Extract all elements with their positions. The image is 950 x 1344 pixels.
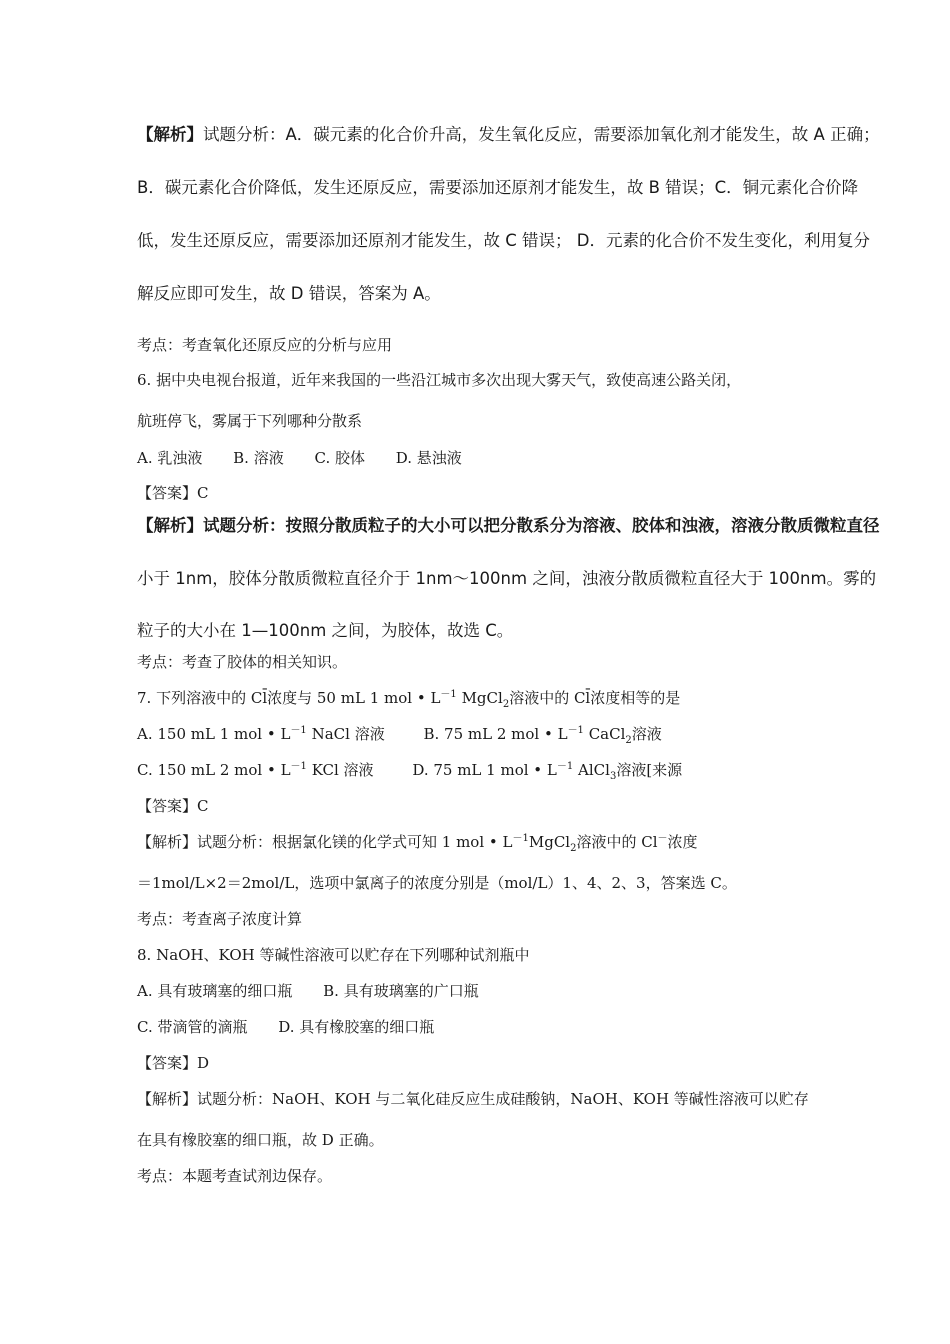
q6-analysis-line-3: 粒子的大小在 1—100nm 之间，为胶体，故选 C。: [137, 621, 514, 640]
q8-option-d: D. 具有橡胶塞的细口瓶: [278, 1018, 435, 1036]
q8-option-b: B. 具有玻璃塞的广口瓶: [323, 982, 479, 1000]
q6-option-a: A. 乳浊液: [137, 449, 203, 467]
q6-option-c: C. 胶体: [314, 449, 365, 467]
q7-answer: 【答案】C: [137, 797, 209, 815]
q6-option-b: B. 溶液: [233, 449, 284, 467]
q8-options-cd: [137, 1017, 920, 1037]
q6-answer: 【答案】C: [137, 484, 209, 502]
q7-analysis-line-2: ＝1mol/L×2＝2mol/L，选项中氯离子的浓度分别是（mol/L）1、4、2、3，答案选 C。: [137, 874, 737, 892]
q7-option-b: B. 75 mL 2 mol • $L^{-1}$ CaCl$_2$溶液: [423, 725, 662, 746]
q8-analysis-line-1: 【解析】试题分析：NaOH、KOH 与二氧化硅反应生成硅酸钠，NaOH、KOH 等碱性溶液可以贮存: [137, 1090, 809, 1108]
q6-kaodian: 考点：考查了胶体的相关知识。: [137, 653, 348, 671]
q5-analysis-label: 【解析】: [137, 125, 203, 144]
q7-kaodian: 考点：考查离子浓度计算: [137, 910, 303, 928]
q6-analysis-label: 【解析】: [137, 516, 203, 535]
q5-analysis-line-1: 【解析】试题分析：A．碳元素的化合价升高，发生氧化反应，需要添加氧化剂才能发生，故 A 正确；: [137, 125, 880, 144]
q7-option-c: C. 150 mL 2 mol • $L^{-1}$ KCl 溶液: [137, 761, 374, 779]
q8-answer: 【答案】D: [137, 1054, 210, 1072]
q8-stem: 8. NaOH、KOH 等碱性溶液可以贮存在下列哪种试剂瓶中: [137, 946, 530, 964]
q6-stem-line-1: 6. 据中央电视台报道，近年来我国的一些沿江城市多次出现大雾天气，致使高速公路关闭，: [137, 371, 742, 389]
q8-kaodian: 考点：本题考查试剂边保存。: [137, 1167, 333, 1185]
q6-option-d: D. 悬浊液: [395, 449, 462, 467]
q7-option-a: A. 150 mL 1 mol • $L^{-1}$ NaCl 溶液: [137, 725, 385, 743]
q5-analysis-line-4: 解反应即可发生，故 D 错误，答案为 A。: [137, 284, 441, 303]
q5-analysis-line-2: B．碳元素化合价降低，发生还原反应，需要添加还原剂才能发生，故 B 错误；C．铜元素化合价降: [137, 178, 859, 197]
q8-options-ab: [137, 981, 920, 1001]
q7-options-cd: [137, 760, 920, 780]
q5-analysis-line-3: 低，发生还原反应，需要添加还原剂才能发生，故 C 错误； D．元素的化合价不发生变化，利用复分: [137, 231, 870, 250]
q6-analysis-line-1: 【解析】试题分析：按照分散质粒子的大小可以把分散系分为溶液、胶体和浊液，溶液分散质微粒直径: [137, 516, 880, 535]
q6-stem-line-2: 航班停飞，雾属于下列哪种分散系: [137, 412, 363, 430]
q7-options-ab: [137, 724, 920, 744]
q7-analysis-line-1: 【解析】试题分析：根据氯化镁的化学式可知 1 mol • $L^{-1}MgCl_2$溶液中的 Cl－浓度: [137, 833, 698, 854]
q7-option-d: D. 75 mL 1 mol • $L^{-1}$ AlCl$_3$溶液[来源: [412, 761, 683, 782]
q6-options: [137, 448, 920, 468]
q8-option-c: C. 带滴管的滴瓶: [137, 1018, 248, 1036]
q6-analysis-line-2: 小于 1nm，胶体分散质微粒直径介于 1nm～100nm 之间，浊液分散质微粒直径大于 100nm。雾的: [137, 569, 877, 588]
q7-stem: 7. 下列溶液中的 Cl̄浓度与 50 mL 1 mol • $L^{-1}$ MgCl$_2$溶液中的 Cl̄浓度相等的是: [137, 689, 681, 710]
q8-analysis-line-2: 在具有橡胶塞的细口瓶，故 D 正确。: [137, 1131, 384, 1149]
q8-option-a: A. 具有玻璃塞的细口瓶: [137, 982, 293, 1000]
q5-kaodian: 考点：考查氧化还原反应的分析与应用: [137, 336, 393, 354]
